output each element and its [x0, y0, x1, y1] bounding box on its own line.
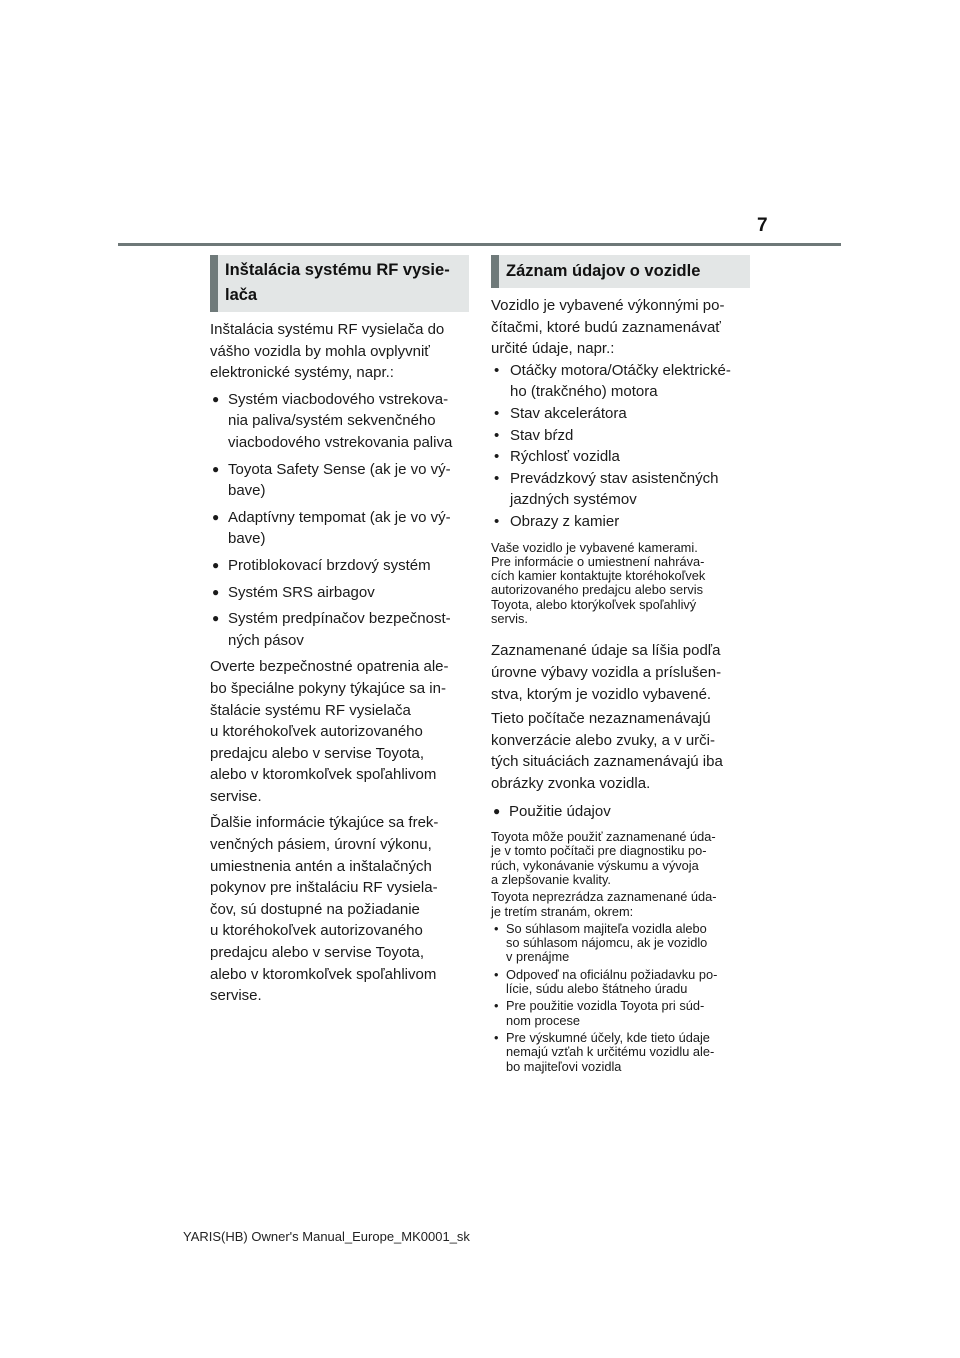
page-number: 7 [757, 215, 768, 236]
text-line: So súhlasom majiteľa vozidla alebo [506, 920, 707, 936]
bullet-icon: • [494, 448, 500, 466]
text-line: Overte bezpečnostné opatrenia ale- [210, 658, 449, 676]
text-line: štalácie systému RF vysielača [210, 701, 411, 719]
text-line: úrovne výbavy vozidla a príslušen- [491, 663, 722, 681]
note-paragraph [491, 830, 750, 887]
text-line: bo špeciálne pokyny týkajúce sa in- [210, 679, 446, 697]
text-line: viacbodového vstrekovania paliva [228, 433, 453, 451]
text-line: Adaptívny tempomat (ak je vo vý- [228, 508, 451, 526]
text-line: jazdných systémov [510, 491, 637, 509]
text-line: pokynov pre inštaláciu RF vysiela- [210, 879, 438, 897]
text-line: Otáčky motora/Otáčky elektrické- [510, 361, 731, 379]
text-line: Stav bŕzd [510, 426, 574, 444]
text-line: servise. [210, 787, 262, 805]
text-line: Vaše vozidlo je vybavené kamerami. [491, 539, 698, 555]
note-paragraph [491, 541, 750, 627]
list-item [491, 511, 750, 533]
text-line: umiestnenia antén a inštalačných [210, 857, 432, 875]
text-line: Protiblokovací brzdový systém [228, 556, 431, 574]
text-line: nom procese [506, 1012, 580, 1028]
text-line: alebo v ktoromkoľvek spoľahlivom [210, 965, 437, 983]
text-line: vášho vozidla by mohla ovplyvniť [210, 342, 430, 360]
note-list-item [491, 922, 750, 965]
text-line: ných pásov [228, 631, 304, 649]
right-column [491, 255, 750, 1074]
text-line: je v tomto počítači pre diagnostiku po- [491, 843, 707, 859]
text-line: Odpoveď na oficiálnu požiadavku po- [506, 966, 718, 982]
text-line: bave) [228, 530, 266, 548]
paragraph [491, 640, 750, 705]
text-line: bo majiteľovi vozidla [506, 1058, 622, 1074]
bullet-icon: • [494, 966, 499, 982]
text-line: nia paliva/systém sekvenčného [228, 412, 436, 430]
text-line: servise. [210, 987, 262, 1005]
heading-line: Inštalácia systému RF vysie- [225, 261, 450, 279]
text-line: Prevádzkový stav asistenčných [510, 469, 719, 487]
text-line: Pre výskumné účely, kde tieto údaje [506, 1029, 710, 1045]
bullet-icon: ● [493, 804, 501, 819]
text-line: Pre použitie vozidla Toyota pri súd- [506, 998, 705, 1014]
text-line: Systém viacbodového vstrekova- [228, 390, 449, 408]
text-line: konverzácie alebo zvuky, a v urči- [491, 731, 715, 749]
text-line: Stav akcelerátora [510, 404, 627, 422]
left-column [210, 255, 469, 1007]
paragraph [210, 656, 469, 807]
text-line: servis. [491, 611, 528, 627]
bullet-item [210, 389, 469, 454]
text-line: obrázky zvonka vozidla. [491, 774, 651, 792]
bullet-icon: ● [212, 391, 220, 406]
text-line: Obrazy z kamier [510, 512, 620, 530]
paragraph [491, 295, 750, 360]
bullet-icon: • [494, 404, 500, 422]
text-line: elektronické systémy, napr.: [210, 364, 394, 382]
note-list-item [491, 968, 750, 997]
text-line: venčných pásiem, úrovní výkonu, [210, 836, 432, 854]
text-line: predajcu alebo v servise Toyota, [210, 744, 425, 762]
bullet-icon: ● [212, 557, 220, 572]
bullet-icon: ● [212, 611, 220, 626]
text-line: u ktoréhokoľvek autorizovaného [210, 723, 423, 741]
bullet-icon: • [494, 1029, 499, 1045]
list-item [491, 425, 750, 447]
bullet-item [210, 507, 469, 550]
bullet-icon: • [494, 469, 500, 487]
text-line: Systém SRS airbagov [228, 583, 375, 601]
note-paragraph [491, 890, 750, 919]
bullet-icon: • [494, 920, 499, 936]
text-line: Rýchlosť vozidla [510, 448, 620, 466]
bullet-icon: • [494, 998, 499, 1014]
text-line: lície, súdu alebo štátneho úradu [506, 981, 688, 997]
text-line: čov, sú dostupné na požiadanie [210, 900, 420, 918]
text-line: Inštalácia systému RF vysielača do [210, 321, 445, 338]
bullet-item [210, 582, 469, 604]
bullet-icon: • [494, 512, 500, 530]
text-line: a zlepšovanie kvality. [491, 871, 611, 887]
text-line: Zaznamenané údaje sa líšia podľa [491, 642, 721, 660]
text-line: bave) [228, 482, 266, 500]
text-line: v prenájme [506, 949, 570, 965]
bullet-item [210, 608, 469, 651]
paragraph [210, 319, 469, 384]
list-item [491, 403, 750, 425]
text-line: Vozidlo je vybavené výkonnými po- [491, 297, 725, 314]
text-line: Ďalšie informácie týkajúce sa frek- [210, 814, 439, 832]
bullet-icon: • [494, 361, 500, 379]
text-line: Systém predpínačov bezpečnost- [228, 610, 451, 628]
note-list-item [491, 1031, 750, 1074]
text-line: alebo v ktoromkoľvek spoľahlivom [210, 766, 437, 784]
text-line: autorizovaného predajcu alebo servis [491, 582, 703, 598]
text-line: Tieto počítače nezaznamenávajú [491, 710, 711, 728]
text-line: je tretím stranám, okrem: [491, 903, 634, 919]
text-line: predajcu alebo v servise Toyota, [210, 944, 425, 962]
section-heading [491, 255, 750, 288]
text-line: čítačmi, ktoré budú zaznamenávať [491, 318, 721, 336]
section-heading [210, 255, 469, 312]
bullet-item [210, 459, 469, 502]
text-line: stva, ktorým je vozidlo vybavené. [491, 685, 712, 703]
text-line: Toyota, alebo ktorýkoľvek spoľahlivý [491, 596, 697, 612]
header-rule [118, 243, 841, 246]
bullet-icon: ● [212, 461, 220, 476]
text-line: Toyota Safety Sense (ak je vo vý- [228, 460, 451, 478]
bullet-icon: • [494, 426, 500, 444]
bullet-item [491, 801, 750, 823]
note-list-item [491, 999, 750, 1028]
text-line: u ktoréhokoľvek autorizovaného [210, 922, 423, 940]
text-line: Toyota môže použiť zaznamenané úda- [491, 829, 716, 845]
paragraph [491, 708, 750, 794]
text-line: so súhlasom nájomcu, ak je vozidlo [506, 935, 708, 951]
text-line: cích kamier kontaktujte ktoréhokoľvek [491, 568, 706, 584]
heading-line: Záznam údajov o vozidle [506, 262, 701, 280]
text-line: rúch, vykonávanie výskumu a vývoja [491, 857, 699, 873]
list-item [491, 360, 750, 403]
bullet-item [210, 555, 469, 577]
text-line: ho (trakčného) motora [510, 383, 658, 401]
paragraph [210, 812, 469, 1006]
list-item [491, 446, 750, 468]
text-line: Pre informácie o umiestnení nahráva- [491, 553, 705, 569]
list-item [491, 468, 750, 511]
bullet-icon: ● [212, 584, 220, 599]
text-line: tých situáciách zaznamenávajú iba [491, 753, 723, 771]
text-line: určité údaje, napr.: [491, 340, 615, 358]
footer-text: YARIS(HB) Owner's Manual_Europe_MK0001_sk [183, 1229, 470, 1244]
heading-line: lača [225, 286, 258, 304]
bullet-icon: ● [212, 509, 220, 524]
text-line: Toyota neprezrádza zaznamenané úda- [491, 889, 717, 905]
text-line: Použitie údajov [509, 803, 611, 821]
text-line: nemajú vzťah k určitému vozidlu ale- [506, 1044, 715, 1060]
